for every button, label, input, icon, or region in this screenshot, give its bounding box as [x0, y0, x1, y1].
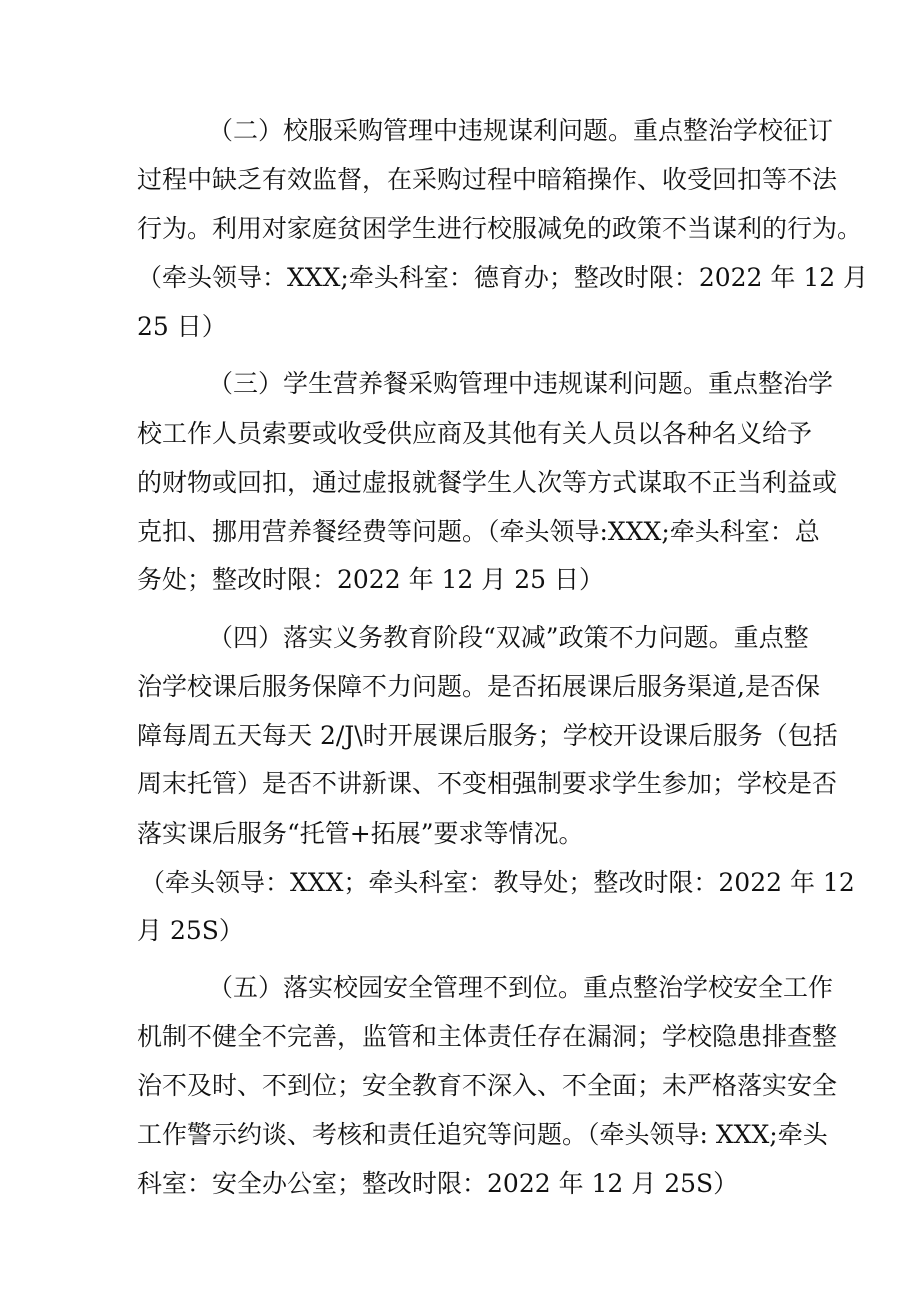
paragraph-line: （四）落实义务教育阶段“双减”政策不力问题。重点整 — [208, 623, 809, 652]
paragraph-line: （三）学生营养餐采购管理中违规谋利问题。重点整治学 — [208, 369, 834, 398]
paragraph-line: 校工作人员索要或收受供应商及其他有关人员以各种名义给予 — [137, 419, 813, 448]
paragraph-line: 周末托管）是否不讲新课、不变相强制要求学生参加；学校是否 — [137, 769, 838, 798]
paragraph-line: 月 25S） — [137, 916, 244, 945]
paragraph-line: 的财物或回扣，通过虚报就餐学生人次等方式谋取不正当利益或 — [137, 468, 838, 497]
paragraph-line: 工作警示约谈、考核和责任追究等问题。（牵头领导: XXX;牵头 — [137, 1120, 828, 1149]
paragraph-line: 障每周五天每天 2/J\时开展课后服务；学校开设课后服务（包括 — [137, 721, 838, 750]
paragraph-line: （二）校服采购管理中违规谋利问题。重点整治学校征订 — [208, 116, 834, 145]
paragraph-line: （五）落实校园安全管理不到位。重点整治学校安全工作 — [208, 973, 834, 1002]
paragraph-line: 务处；整改时限：2022 年 12 月 25 日） — [137, 565, 604, 594]
paragraph-line: 过程中缺乏有效监督，在采购过程中暗箱操作、收受回扣等不法 — [137, 165, 838, 194]
paragraph-line: 落实课后服务“托管+拓展”要求等情况。 — [137, 819, 584, 848]
paragraph-line: 机制不健全不完善，监管和主体责任存在漏洞；学校隐患排查整 — [137, 1022, 838, 1051]
paragraph-line: 行为。利用对家庭贫困学生进行校服减免的政策不当谋利的行为。 — [137, 214, 863, 243]
paragraph-line: 治学校课后服务保障不力问题。是否拓展课后服务渠道,是否保 — [137, 672, 820, 701]
paragraph-line: （牵头领导：XXX；牵头科室：教导处；整改时限：2022 年 12 — [140, 868, 855, 897]
paragraph-line: 科室：安全办公室；整改时限：2022 年 12 月 25S） — [137, 1169, 739, 1198]
paragraph-line: 治不及时、不到位；安全教育不深入、不全面；未严格落实安全 — [137, 1071, 838, 1100]
paragraph-line: 克扣、挪用营养餐经费等问题。（牵头领导:XXX;牵头科室：总 — [137, 517, 820, 546]
paragraph-line: 25 日） — [137, 312, 227, 341]
paragraph-line: （牵头领导：XXX;牵头科室：德育办；整改时限：2022 年 12 月 — [137, 263, 869, 292]
